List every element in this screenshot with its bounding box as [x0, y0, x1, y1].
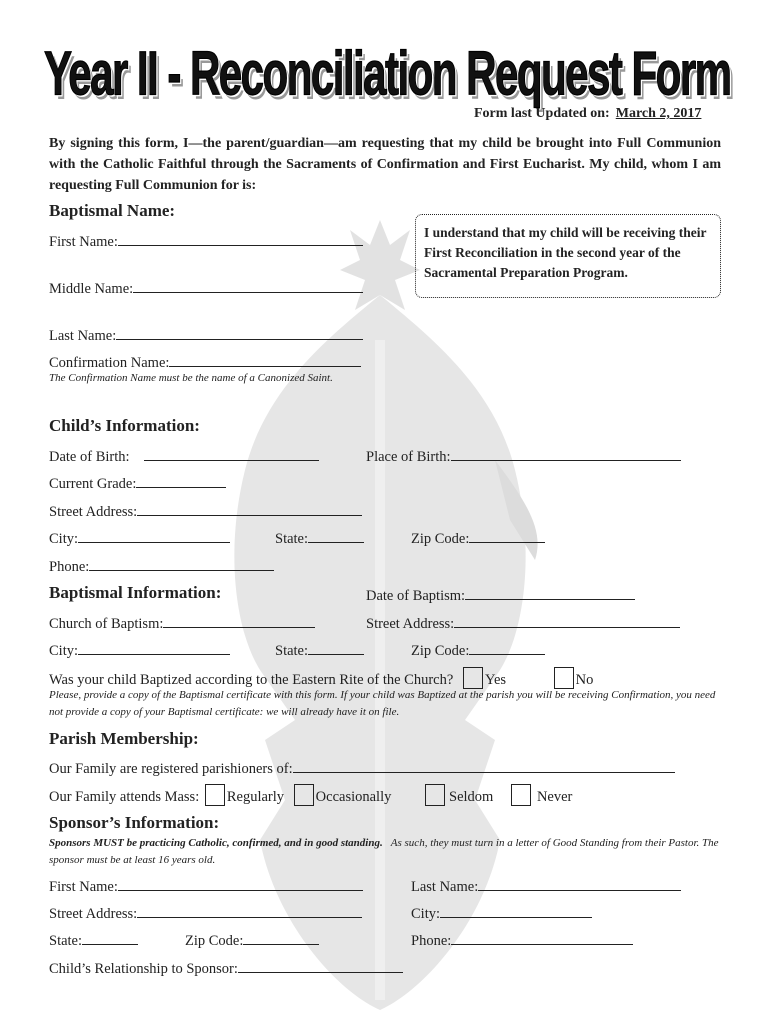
pob-field[interactable]: Place of Birth: [366, 446, 681, 466]
yes-label: Yes [484, 672, 507, 688]
baptism-zip-field[interactable]: Zip Code: [411, 640, 545, 660]
grade-field[interactable]: Current Grade: [49, 473, 226, 493]
last-name-field[interactable]: Last Name: [49, 325, 363, 345]
seldom-checkbox[interactable] [425, 784, 445, 806]
occasionally-label: Occasionally [315, 789, 392, 805]
section-baptismal-info: Baptismal Information: [49, 583, 222, 602]
child-street-field[interactable]: Street Address: [49, 501, 362, 521]
never-label: Never [536, 789, 573, 805]
child-zip-field[interactable]: Zip Code: [411, 528, 545, 548]
sponsor-city-field[interactable]: City: [411, 903, 592, 923]
sponsor-phone-field[interactable]: Phone: [411, 930, 633, 950]
no-label: No [575, 672, 594, 688]
section-child-info: Child’s Information: [49, 416, 200, 435]
registered-parish-field[interactable]: Our Family are registered parishioners of: [49, 758, 675, 778]
child-state-field[interactable]: State: [275, 528, 364, 548]
sponsor-street-field[interactable]: Street Address: [49, 903, 362, 923]
section-parish: Parish Membership: [49, 729, 199, 748]
dob-field[interactable]: Date of Birth: [49, 446, 319, 466]
regularly-label: Regularly [226, 789, 285, 805]
section-sponsor: Sponsor’s Information: [49, 813, 220, 832]
sponsor-first-name-field[interactable]: First Name: [49, 876, 363, 896]
no-checkbox[interactable] [554, 667, 574, 689]
church-field[interactable]: Church of Baptism: [49, 613, 315, 633]
last-updated: Form last Updated on: March 2, 2017 [474, 106, 702, 121]
sponsor-zip-field[interactable]: Zip Code: [185, 930, 319, 950]
never-checkbox[interactable] [511, 784, 531, 806]
updated-date: March 2, 2017 [615, 106, 702, 121]
baptism-street-field[interactable]: Street Address: [366, 613, 680, 633]
mass-attendance: Our Family attends Mass: Regularly Occasionally Seldom Never [49, 784, 572, 806]
baptism-city-field[interactable]: City: [49, 640, 230, 660]
sponsor-relationship-field[interactable]: Child’s Relationship to Sponsor: [49, 958, 403, 978]
sponsor-state-field[interactable]: State: [49, 930, 138, 950]
form-title: Year II - Reconciliation Request Form [44, 39, 731, 109]
sponsor-last-name-field[interactable]: Last Name: [411, 876, 681, 896]
intro-paragraph: By signing this form, I—the parent/guardian—am requesting that my child be brought into Full Communion with the Catholic Faithful through the Sacraments of Confirmation and First Eucharist. My child, whom I am requesting Full Communion for is: [49, 136, 721, 193]
sponsor-note: Sponsors MUST be practicing Catholic, confirmed, and in good standing. As such, they must turn in a letter of Good Standing from their Pastor. The sponsor must be at least 16 years old. [49, 837, 719, 866]
baptism-state-field[interactable]: State: [275, 640, 364, 660]
confirmation-name-field[interactable]: Confirmation Name: [49, 352, 361, 372]
child-phone-field[interactable]: Phone: [49, 556, 274, 576]
section-baptismal-name: Baptismal Name: [49, 201, 176, 220]
regularly-checkbox[interactable] [205, 784, 225, 806]
first-name-field[interactable]: First Name: [49, 231, 363, 251]
baptism-certificate-note: Please, provide a copy of the Baptismal certificate with this form. If your child was Baptized at the parish you will be receiving Confirmation, you need not provide a copy of your Baptismal certificate: we will already have it on file. [49, 689, 716, 718]
confirmation-note: The Confirmation Name must be the name of a Canonized Saint. [49, 372, 333, 384]
yes-checkbox[interactable] [463, 667, 483, 689]
child-city-field[interactable]: City: [49, 528, 230, 548]
baptism-date-field[interactable]: Date of Baptism: [366, 585, 635, 605]
middle-name-field[interactable]: Middle Name: [49, 278, 363, 298]
seldom-label: Seldom [449, 789, 494, 805]
eastern-rite-question: Was your child Baptized according to the Eastern Rite of the Church? Yes No [49, 667, 593, 689]
occasionally-checkbox[interactable] [294, 784, 314, 806]
reconciliation-callout: I understand that my child will be receiving their First Reconciliation in the second year of the Sacramental Preparation Program. [415, 214, 721, 298]
